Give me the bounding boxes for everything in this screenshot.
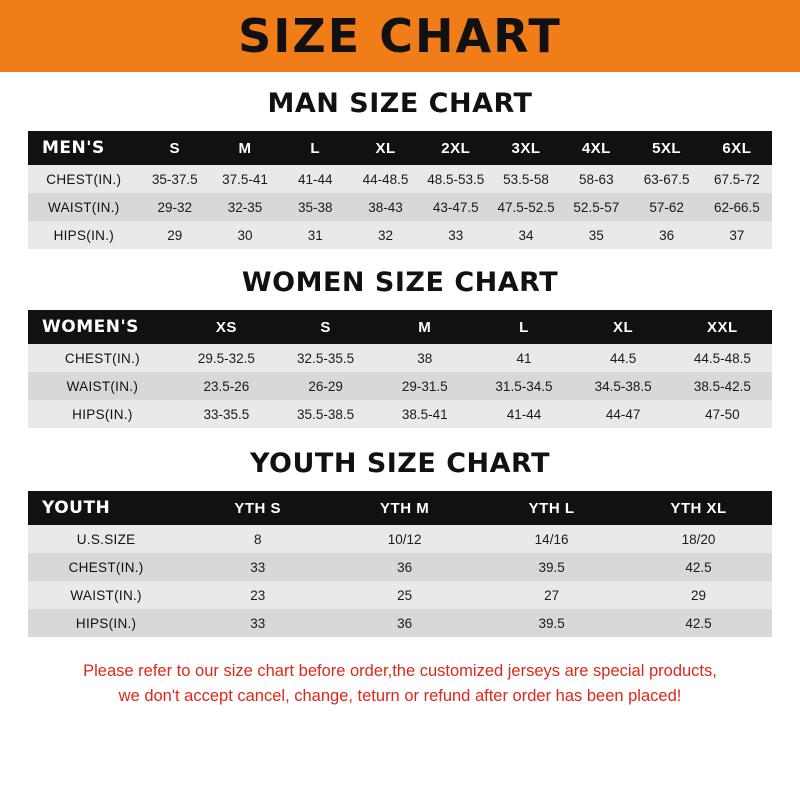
row-label: HIPS(IN.) — [28, 221, 140, 249]
table-header-row — [28, 131, 772, 165]
table-cell: 26-29 — [276, 372, 375, 400]
row-label: CHEST(IN.) — [28, 344, 177, 372]
row-label: HIPS(IN.) — [28, 400, 177, 428]
row-label: WAIST(IN.) — [28, 372, 177, 400]
table-cell: 23 — [184, 581, 331, 609]
table-cell: 41-44 — [280, 165, 350, 193]
table-cell: 35-38 — [280, 193, 350, 221]
table-cell: 38-43 — [350, 193, 420, 221]
table-cell: 44-48.5 — [350, 165, 420, 193]
table-cell: 33 — [184, 553, 331, 581]
table-cell: 34.5-38.5 — [574, 372, 673, 400]
table-header-cell: 5XL — [631, 131, 701, 165]
table-cell: 29.5-32.5 — [177, 344, 276, 372]
table-header-cell: 3XL — [491, 131, 561, 165]
table-cell: 44.5-48.5 — [673, 344, 772, 372]
table-header-cell: XL — [350, 131, 420, 165]
table-cell: 42.5 — [625, 553, 772, 581]
table-header-cell: L — [280, 131, 350, 165]
table-cell: 44.5 — [574, 344, 673, 372]
table-cell: 37 — [702, 221, 772, 249]
table-cell: 27 — [478, 581, 625, 609]
policy-note-line-1: Please refer to our size chart before order,the customized jerseys are special products, — [83, 662, 717, 680]
policy-note — [22, 659, 778, 709]
table-header-row — [28, 491, 772, 525]
table-row — [28, 400, 772, 428]
table-cell: 14/16 — [478, 525, 625, 553]
table-cell: 37.5-41 — [210, 165, 280, 193]
table-header-cell: M — [210, 131, 280, 165]
row-label: WAIST(IN.) — [28, 581, 184, 609]
row-label: CHEST(IN.) — [28, 553, 184, 581]
women-section-title: WOMEN SIZE CHART — [241, 267, 559, 298]
table-cell: 41-44 — [474, 400, 573, 428]
women-size-table — [28, 310, 772, 428]
table-row — [28, 609, 772, 637]
table-cell: 63-67.5 — [631, 165, 701, 193]
table-header-cell: 4XL — [561, 131, 631, 165]
table-cell: 67.5-72 — [702, 165, 772, 193]
row-label: CHEST(IN.) — [28, 165, 140, 193]
table-header-cell: M — [375, 310, 474, 344]
man-size-table-wrap — [28, 131, 772, 249]
man-size-table — [28, 131, 772, 249]
table-header-cell: XS — [177, 310, 276, 344]
table-cell: 39.5 — [478, 609, 625, 637]
table-header-row — [28, 310, 772, 344]
table-cell: 62-66.5 — [702, 193, 772, 221]
youth-size-table-wrap — [28, 491, 772, 637]
table-row — [28, 372, 772, 400]
table-cell: 33 — [421, 221, 491, 249]
table-header-cell: YTH XL — [625, 491, 772, 525]
table-cell: 34 — [491, 221, 561, 249]
table-header-cell: XL — [574, 310, 673, 344]
table-cell: 36 — [331, 553, 478, 581]
table-header-cell: YTH M — [331, 491, 478, 525]
youth-size-table — [28, 491, 772, 637]
table-row — [28, 581, 772, 609]
table-cell: 10/12 — [331, 525, 478, 553]
row-label: HIPS(IN.) — [28, 609, 184, 637]
table-header-cell: MEN'S — [28, 131, 140, 165]
table-cell: 32-35 — [210, 193, 280, 221]
table-cell: 32 — [350, 221, 420, 249]
policy-note-line-2: we don't accept cancel, change, teturn or refund after order has been placed! — [118, 686, 682, 705]
table-cell: 36 — [631, 221, 701, 249]
table-cell: 29-32 — [140, 193, 210, 221]
row-label: WAIST(IN.) — [28, 193, 140, 221]
man-section-title: MAN SIZE CHART — [267, 88, 533, 119]
table-cell: 38 — [375, 344, 474, 372]
table-cell: 47-50 — [673, 400, 772, 428]
table-cell: 52.5-57 — [561, 193, 631, 221]
table-cell: 25 — [331, 581, 478, 609]
table-cell: 57-62 — [631, 193, 701, 221]
table-cell: 41 — [474, 344, 573, 372]
row-label: U.S.SIZE — [28, 525, 184, 553]
table-cell: 8 — [184, 525, 331, 553]
table-cell: 38.5-42.5 — [673, 372, 772, 400]
table-cell: 53.5-58 — [491, 165, 561, 193]
table-cell: 30 — [210, 221, 280, 249]
table-cell: 31.5-34.5 — [474, 372, 573, 400]
table-cell: 33-35.5 — [177, 400, 276, 428]
table-cell: 58-63 — [561, 165, 631, 193]
table-cell: 36 — [331, 609, 478, 637]
table-header-cell: 2XL — [421, 131, 491, 165]
table-cell: 35.5-38.5 — [276, 400, 375, 428]
page-title: SIZE CHART — [238, 9, 562, 63]
table-cell: 47.5-52.5 — [491, 193, 561, 221]
table-header-cell: L — [474, 310, 573, 344]
women-size-table-wrap — [28, 310, 772, 428]
youth-section-title: YOUTH SIZE CHART — [249, 448, 551, 479]
table-row — [28, 344, 772, 372]
table-header-cell: S — [276, 310, 375, 344]
table-header-cell: 6XL — [702, 131, 772, 165]
table-cell: 33 — [184, 609, 331, 637]
table-cell: 39.5 — [478, 553, 625, 581]
table-header-cell: XXL — [673, 310, 772, 344]
table-cell: 31 — [280, 221, 350, 249]
table-cell: 43-47.5 — [421, 193, 491, 221]
table-cell: 35 — [561, 221, 631, 249]
table-row — [28, 221, 772, 249]
table-cell: 32.5-35.5 — [276, 344, 375, 372]
table-row — [28, 525, 772, 553]
header-banner — [0, 0, 800, 72]
table-cell: 44-47 — [574, 400, 673, 428]
table-cell: 29 — [625, 581, 772, 609]
table-cell: 29-31.5 — [375, 372, 474, 400]
table-header-cell: YTH S — [184, 491, 331, 525]
table-row — [28, 165, 772, 193]
table-cell: 35-37.5 — [140, 165, 210, 193]
table-cell: 29 — [140, 221, 210, 249]
table-row — [28, 553, 772, 581]
table-header-cell: S — [140, 131, 210, 165]
table-cell: 48.5-53.5 — [421, 165, 491, 193]
table-header-cell: YOUTH — [28, 491, 184, 525]
table-row — [28, 193, 772, 221]
table-cell: 23.5-26 — [177, 372, 276, 400]
table-cell: 42.5 — [625, 609, 772, 637]
table-cell: 38.5-41 — [375, 400, 474, 428]
table-cell: 18/20 — [625, 525, 772, 553]
table-header-cell: YTH L — [478, 491, 625, 525]
table-header-cell: WOMEN'S — [28, 310, 177, 344]
